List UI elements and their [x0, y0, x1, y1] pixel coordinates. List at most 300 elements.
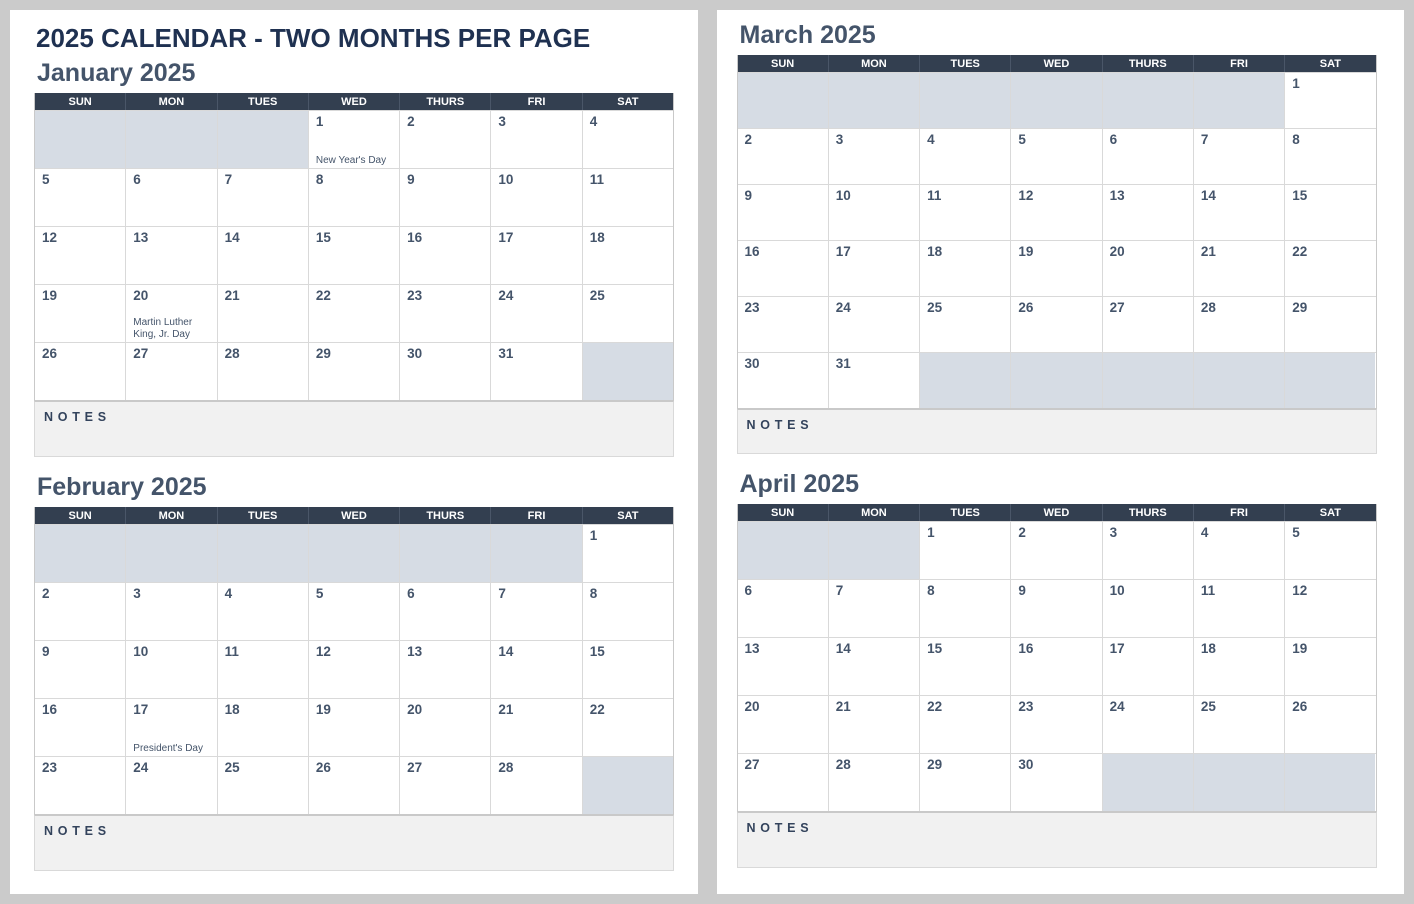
- day-number: 9: [407, 172, 415, 187]
- day-number: 31: [498, 346, 514, 361]
- month-calendar: [737, 504, 1377, 812]
- day-number: 26: [315, 760, 331, 775]
- day-cell: [309, 583, 400, 640]
- day-cell-empty: [1285, 353, 1375, 408]
- day-cell: [126, 285, 217, 342]
- day-number: 29: [1292, 300, 1308, 315]
- day-cell-empty: [583, 343, 673, 400]
- day-cell-empty: [738, 73, 829, 128]
- day-number: 27: [744, 757, 760, 772]
- day-number: 27: [133, 346, 149, 361]
- day-number: 16: [407, 230, 423, 245]
- day-number: 28: [224, 346, 240, 361]
- day-number: 5: [1018, 132, 1026, 147]
- day-number: 22: [315, 288, 331, 303]
- day-cell: [218, 641, 309, 698]
- day-cell: [35, 285, 126, 342]
- day-number: 5: [42, 172, 50, 187]
- week-row: [738, 753, 1376, 811]
- day-cell: [1194, 297, 1285, 352]
- day-cell: [400, 641, 491, 698]
- day-cell: [920, 297, 1011, 352]
- day-number: 17: [133, 702, 149, 717]
- day-number: 7: [498, 586, 506, 601]
- day-number: 21: [1200, 244, 1216, 259]
- day-number: 13: [1109, 188, 1125, 203]
- day-cell: [1285, 297, 1375, 352]
- notes-section: [737, 409, 1377, 454]
- day-cell: [583, 641, 673, 698]
- day-number: 23: [407, 288, 423, 303]
- day-number: 8: [315, 172, 324, 187]
- day-cell: [126, 169, 217, 226]
- day-number: 21: [224, 288, 240, 303]
- day-number: 13: [744, 641, 760, 656]
- month-title: April 2025: [739, 470, 860, 498]
- day-number: 19: [1018, 244, 1034, 259]
- day-number: 27: [1109, 300, 1125, 315]
- day-cell: [1285, 638, 1375, 695]
- day-cell-empty: [1194, 754, 1285, 811]
- weekday-header-cell: WED: [1011, 504, 1102, 521]
- day-cell: [218, 343, 309, 400]
- day-number: 9: [744, 188, 753, 203]
- weekday-header-cell: THURS: [1103, 55, 1194, 72]
- day-cell: [583, 285, 673, 342]
- weekday-header-cell: WED: [1011, 55, 1102, 72]
- day-cell: [583, 111, 673, 168]
- day-number: 3: [133, 586, 141, 601]
- day-number: 21: [498, 702, 514, 717]
- day-number: 15: [589, 644, 605, 659]
- day-number: 15: [1292, 188, 1308, 203]
- day-cell: [1285, 580, 1375, 637]
- day-number: 10: [835, 188, 851, 203]
- week-row: [738, 579, 1376, 637]
- day-cell: [126, 343, 217, 400]
- day-number: 4: [927, 132, 935, 147]
- day-cell: [920, 522, 1011, 579]
- day-cell: [738, 580, 829, 637]
- month-february: [34, 473, 675, 871]
- month-january: [34, 59, 675, 457]
- weekday-header-cell: MON: [126, 507, 217, 524]
- day-cell: [309, 227, 400, 284]
- day-number: 14: [835, 641, 851, 656]
- day-cell: [1011, 241, 1102, 296]
- day-cell: [738, 185, 829, 240]
- weekday-header-cell: WED: [309, 93, 400, 110]
- day-number: 18: [1200, 641, 1216, 656]
- day-number: 8: [1292, 132, 1300, 147]
- weekday-header-cell: MON: [126, 93, 217, 110]
- day-cell: [218, 227, 309, 284]
- day-cell: [583, 699, 673, 756]
- day-number: 3: [1109, 525, 1118, 540]
- day-cell: [309, 169, 400, 226]
- day-cell: [738, 297, 829, 352]
- day-cell: [309, 285, 400, 342]
- day-cell: [1011, 638, 1102, 695]
- weekday-header-row: [35, 93, 673, 110]
- day-cell-empty: [1011, 73, 1102, 128]
- day-number: 16: [42, 702, 58, 717]
- day-number: 20: [744, 699, 760, 714]
- day-number: 11: [224, 644, 239, 659]
- day-number: 25: [589, 288, 605, 303]
- day-cell: [1103, 580, 1194, 637]
- weekday-header-cell: SUN: [738, 504, 829, 521]
- day-number: 5: [1292, 525, 1300, 540]
- day-cell: [218, 169, 309, 226]
- weekday-header-cell: SAT: [617, 95, 639, 108]
- day-cell: [400, 169, 491, 226]
- day-cell-empty: [400, 525, 491, 582]
- day-number: 6: [133, 172, 141, 187]
- day-cell: [400, 583, 491, 640]
- day-number: 13: [133, 230, 149, 245]
- day-number: 24: [835, 300, 851, 315]
- day-cell: [126, 757, 217, 814]
- day-number: 6: [1109, 132, 1118, 147]
- day-number: 29: [927, 757, 943, 772]
- day-cell: [738, 353, 829, 408]
- day-number: 15: [927, 641, 943, 656]
- day-cell: [829, 638, 920, 695]
- day-cell: [1194, 522, 1285, 579]
- day-number: 22: [1292, 244, 1308, 259]
- month-title: February 2025: [37, 473, 207, 501]
- week-row: [35, 524, 673, 582]
- day-cell: [583, 583, 673, 640]
- day-number: 12: [1292, 583, 1308, 598]
- day-number: 12: [1018, 188, 1034, 203]
- day-cell: [829, 696, 920, 753]
- week-row: [738, 637, 1376, 695]
- holiday-label: New Year's Day: [315, 154, 387, 166]
- day-cell: [1285, 185, 1375, 240]
- day-cell: [920, 129, 1011, 184]
- day-cell: [491, 757, 582, 814]
- day-number: 13: [407, 644, 423, 659]
- weekday-header-cell: TUES: [218, 93, 309, 110]
- day-number: 12: [315, 644, 331, 659]
- day-cell: [829, 185, 920, 240]
- day-cell: [1011, 580, 1102, 637]
- weekday-header-cell: FRI: [491, 93, 582, 110]
- day-number: 19: [315, 702, 331, 717]
- day-cell: [829, 129, 920, 184]
- day-cell: [1103, 129, 1194, 184]
- day-number: 23: [1018, 699, 1034, 714]
- day-number: 2: [744, 132, 753, 147]
- day-number: 9: [42, 644, 50, 659]
- weekday-header-cell: SUN: [35, 507, 126, 524]
- week-row: [35, 110, 673, 168]
- weekday-header-cell: WED: [309, 507, 400, 524]
- day-number: 11: [927, 188, 942, 203]
- day-number: 5: [315, 586, 324, 601]
- day-cell: [1194, 696, 1285, 753]
- day-cell: [920, 638, 1011, 695]
- day-cell: [1103, 522, 1194, 579]
- day-cell: [309, 641, 400, 698]
- day-number: 18: [224, 702, 240, 717]
- day-cell: [218, 285, 309, 342]
- week-row: [35, 342, 673, 400]
- day-cell-empty: [126, 111, 217, 168]
- day-cell: [1194, 241, 1285, 296]
- day-number: 24: [498, 288, 514, 303]
- day-cell-empty: [1011, 353, 1102, 408]
- day-number: 30: [407, 346, 423, 361]
- day-cell: [583, 169, 673, 226]
- day-number: 17: [1109, 641, 1125, 656]
- notes-section: [34, 815, 674, 871]
- day-number: 18: [589, 230, 605, 245]
- day-cell-empty: [1285, 754, 1375, 811]
- week-row: [738, 240, 1376, 296]
- month-title: March 2025: [739, 21, 876, 49]
- week-row: [738, 128, 1376, 184]
- day-cell: [35, 583, 126, 640]
- day-cell-empty: [218, 525, 309, 582]
- weekday-header-cell: TUES: [218, 507, 309, 524]
- day-cell: [400, 111, 491, 168]
- day-cell: [126, 641, 217, 698]
- day-number: 8: [589, 586, 598, 601]
- day-number: 17: [498, 230, 514, 245]
- day-number: 24: [1109, 699, 1125, 714]
- day-cell: [35, 343, 126, 400]
- day-cell: [1103, 185, 1194, 240]
- day-number: 22: [927, 699, 943, 714]
- day-number: 23: [42, 760, 58, 775]
- day-cell: [920, 754, 1011, 811]
- day-cell: [1011, 185, 1102, 240]
- day-cell: [218, 699, 309, 756]
- week-row: [35, 168, 673, 226]
- weekday-header-cell: TUES: [920, 55, 1011, 72]
- month-calendar: [34, 507, 674, 815]
- day-cell: [35, 699, 126, 756]
- day-cell: [1285, 73, 1375, 128]
- weekday-header-row: [738, 55, 1376, 72]
- day-cell: [400, 343, 491, 400]
- day-cell: [829, 580, 920, 637]
- day-cell-empty: [1103, 754, 1194, 811]
- day-cell: [218, 583, 309, 640]
- day-cell: [309, 343, 400, 400]
- day-cell-empty: [829, 522, 920, 579]
- day-number: 31: [835, 356, 851, 371]
- day-cell: [1194, 129, 1285, 184]
- day-cell: [738, 638, 829, 695]
- day-number: 16: [744, 244, 760, 259]
- month-march: [737, 21, 1377, 454]
- day-number: 3: [498, 114, 506, 129]
- day-number: 7: [224, 172, 233, 187]
- day-cell: [1285, 241, 1375, 296]
- weekday-header-cell: SUN: [738, 55, 829, 72]
- day-cell: [920, 241, 1011, 296]
- day-number: 17: [835, 244, 851, 259]
- day-cell: [920, 696, 1011, 753]
- week-row: [738, 184, 1376, 240]
- week-row: [738, 521, 1376, 579]
- day-cell: [920, 185, 1011, 240]
- week-row: [35, 226, 673, 284]
- day-cell: [491, 285, 582, 342]
- day-cell: [1103, 696, 1194, 753]
- day-cell: [1011, 696, 1102, 753]
- day-number: 2: [1018, 525, 1026, 540]
- day-cell: [491, 111, 582, 168]
- day-number: 7: [1200, 132, 1209, 147]
- notes-label: NOTES: [44, 824, 111, 838]
- day-number: 1: [1292, 76, 1300, 91]
- day-number: 27: [407, 760, 423, 775]
- day-cell: [738, 129, 829, 184]
- weekday-header-cell: MON: [829, 504, 920, 521]
- notes-section: [737, 812, 1377, 868]
- day-number: 25: [927, 300, 943, 315]
- day-cell: [309, 699, 400, 756]
- day-number: 25: [224, 760, 240, 775]
- day-cell-empty: [920, 73, 1011, 128]
- day-cell: [738, 696, 829, 753]
- day-cell: [1103, 638, 1194, 695]
- day-number: 23: [744, 300, 760, 315]
- day-number: 14: [224, 230, 240, 245]
- day-number: 8: [927, 583, 935, 598]
- notes-section: [34, 401, 674, 457]
- day-cell-empty: [218, 111, 309, 168]
- week-row: [35, 640, 673, 698]
- day-cell: [35, 169, 126, 226]
- day-cell: [400, 285, 491, 342]
- day-cell: [1285, 522, 1375, 579]
- week-row: [738, 352, 1376, 408]
- day-number: 11: [1200, 583, 1216, 598]
- day-cell: [126, 583, 217, 640]
- day-cell: [491, 699, 582, 756]
- weekday-header-row: [35, 507, 673, 524]
- day-number: 14: [498, 644, 514, 659]
- day-number: 7: [835, 583, 844, 598]
- day-cell: [400, 699, 491, 756]
- day-cell: [1011, 297, 1102, 352]
- day-cell: [583, 227, 673, 284]
- day-cell: [1194, 580, 1285, 637]
- day-cell-empty: [1103, 353, 1194, 408]
- day-cell-empty: [738, 522, 829, 579]
- day-number: 1: [927, 525, 935, 540]
- day-number: 26: [1292, 699, 1308, 714]
- day-number: 22: [589, 702, 605, 717]
- weekday-header-cell: TUES: [920, 504, 1011, 521]
- day-number: 28: [498, 760, 514, 775]
- weekday-header-cell: MON: [829, 55, 920, 72]
- day-cell: [738, 754, 829, 811]
- weekday-header-cell: SUN: [35, 93, 126, 110]
- day-cell-empty: [1103, 73, 1194, 128]
- day-number: 26: [42, 346, 58, 361]
- day-number: 12: [42, 230, 58, 245]
- day-cell: [1285, 696, 1375, 753]
- day-cell: [829, 754, 920, 811]
- week-row: [738, 72, 1376, 128]
- weekday-header-cell: FRI: [491, 507, 582, 524]
- day-cell: [829, 241, 920, 296]
- day-number: 21: [835, 699, 851, 714]
- day-number: 26: [1018, 300, 1034, 315]
- week-row: [738, 296, 1376, 352]
- month-april: [737, 470, 1377, 868]
- holiday-label: Martin Luther King, Jr. Day: [133, 317, 193, 340]
- day-cell: [583, 525, 673, 582]
- month-calendar: [34, 93, 674, 401]
- day-cell: [1194, 185, 1285, 240]
- weekday-header-cell: SAT: [617, 509, 639, 522]
- day-cell: [829, 353, 920, 408]
- day-cell: [309, 111, 400, 168]
- day-cell: [126, 699, 217, 756]
- notes-label: NOTES: [44, 410, 111, 424]
- day-number: 15: [315, 230, 331, 245]
- day-number: 11: [589, 172, 604, 187]
- day-cell: [35, 757, 126, 814]
- day-cell-empty: [583, 757, 673, 814]
- weekday-header-cell: THURS: [400, 507, 491, 524]
- page-right: [717, 10, 1405, 894]
- day-cell: [491, 169, 582, 226]
- day-cell-empty: [35, 111, 126, 168]
- week-row: [35, 284, 673, 342]
- week-row: [35, 756, 673, 814]
- day-cell-empty: [1194, 73, 1285, 128]
- day-cell: [1011, 129, 1102, 184]
- day-cell: [400, 757, 491, 814]
- day-number: 4: [589, 114, 598, 129]
- day-number: 4: [224, 586, 233, 601]
- day-cell: [829, 297, 920, 352]
- weekday-header-cell: FRI: [1194, 504, 1285, 521]
- day-cell-empty: [126, 525, 217, 582]
- day-number: 19: [1292, 641, 1308, 656]
- page-title: 2025 CALENDAR - TWO MONTHS PER PAGE: [36, 23, 591, 53]
- day-cell: [1011, 522, 1102, 579]
- day-cell-empty: [491, 525, 582, 582]
- day-number: 10: [498, 172, 514, 187]
- day-number: 14: [1200, 188, 1216, 203]
- week-row: [35, 582, 673, 640]
- day-number: 25: [1200, 699, 1216, 714]
- week-row: [35, 698, 673, 756]
- weekday-header-cell: SAT: [1319, 506, 1341, 519]
- day-cell: [309, 757, 400, 814]
- day-number: 1: [315, 114, 324, 129]
- holiday-label: President's Day: [133, 742, 203, 754]
- day-number: 28: [835, 757, 851, 772]
- day-number: 29: [315, 346, 331, 361]
- day-number: 3: [835, 132, 844, 147]
- day-number: 24: [133, 760, 149, 775]
- weekday-header-cell: THURS: [400, 93, 491, 110]
- month-title: January 2025: [37, 59, 196, 87]
- weekday-header-cell: SAT: [1319, 57, 1341, 70]
- day-number: 20: [133, 288, 149, 303]
